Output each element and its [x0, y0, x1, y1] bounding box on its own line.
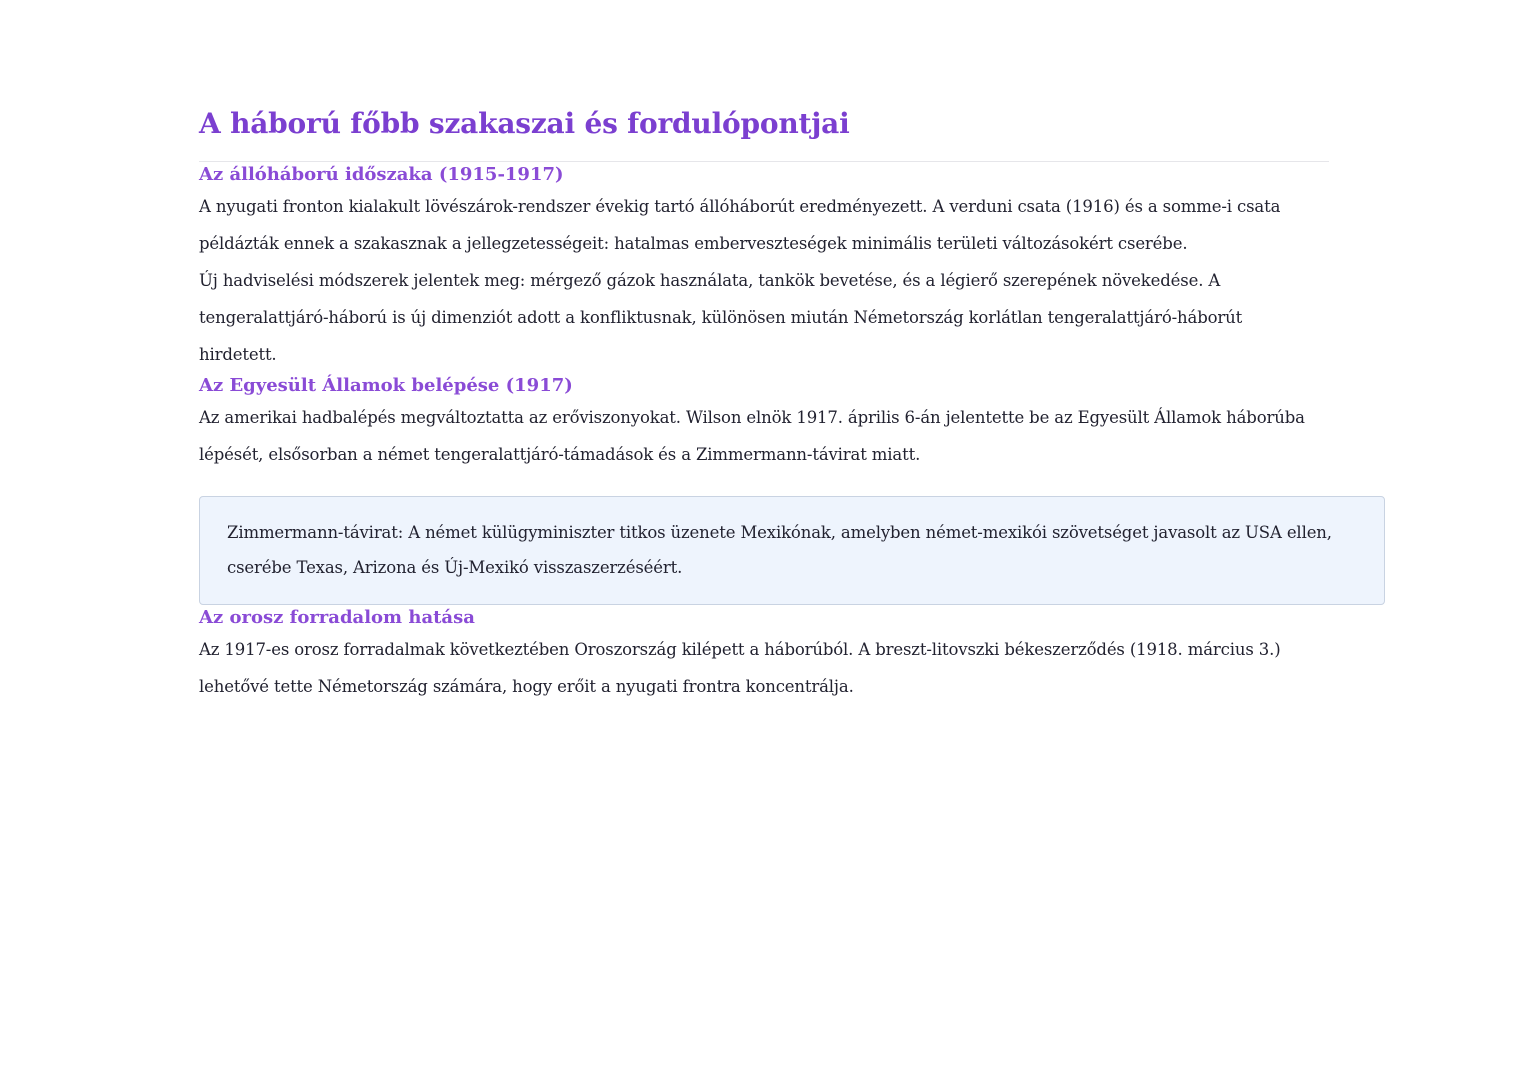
paragraph: Az 1917-es orosz forradalmak következtében Oroszország kilépett a háborúból. A breszt-litovszki békeszerződés (1918. március 3.) lehetővé tette Németország számára, hogy erőit a nyugati frontra koncentrálja.	[199, 640, 1281, 696]
section-us-entry	[199, 373, 1385, 605]
paragraph: Új hadviselési módszerek jelentek meg: mérgező gázok használata, tankök bevetése, és a légierő szerepének növekedése. A tengeralattjáró-háború is új dimenziót adott a konfliktusnak, különösen miután Németország korlátlan tengeralattjáró-háborút hirdetett.	[199, 271, 1243, 364]
page-title: A háború főbb szakaszai és fordulópontjai	[199, 107, 850, 140]
section-trench-warfare	[199, 162, 1385, 373]
paragraph: Az amerikai hadbalépés megváltoztatta az erőviszonyokat. Wilson elnök 1917. április 6-án jelentette be az Egyesült Államok háborúba lépését, elsősorban a német tengeralattjáró-támadások és a Zimmermann-távirat miatt.	[199, 408, 1305, 464]
note-text: Zimmermann-távirat: A német külügyminiszter titkos üzenete Mexikónak, amelyben német-mexikói szövetséget javasolt az USA ellen, cserébe Texas, Arizona és Új-Mexikó visszaszerzéséért.	[227, 523, 1332, 577]
section-heading: Az orosz forradalom hatása	[199, 607, 475, 628]
document-page	[199, 100, 1385, 705]
note-box	[199, 496, 1385, 605]
section-russian-revolution	[199, 605, 1385, 705]
section-heading: Az állóháború időszaka (1915-1917)	[199, 164, 564, 185]
section-heading: Az Egyesült Államok belépése (1917)	[199, 375, 573, 396]
paragraph: A nyugati fronton kialakult lövészárok-rendszer évekig tartó állóháborút eredményezett. A verduni csata (1916) és a somme-i csata példázták ennek a szakasznak a jellegzetességeit: hatalmas emberveszteségek minimális területi változásokért cserébe.	[199, 197, 1281, 253]
